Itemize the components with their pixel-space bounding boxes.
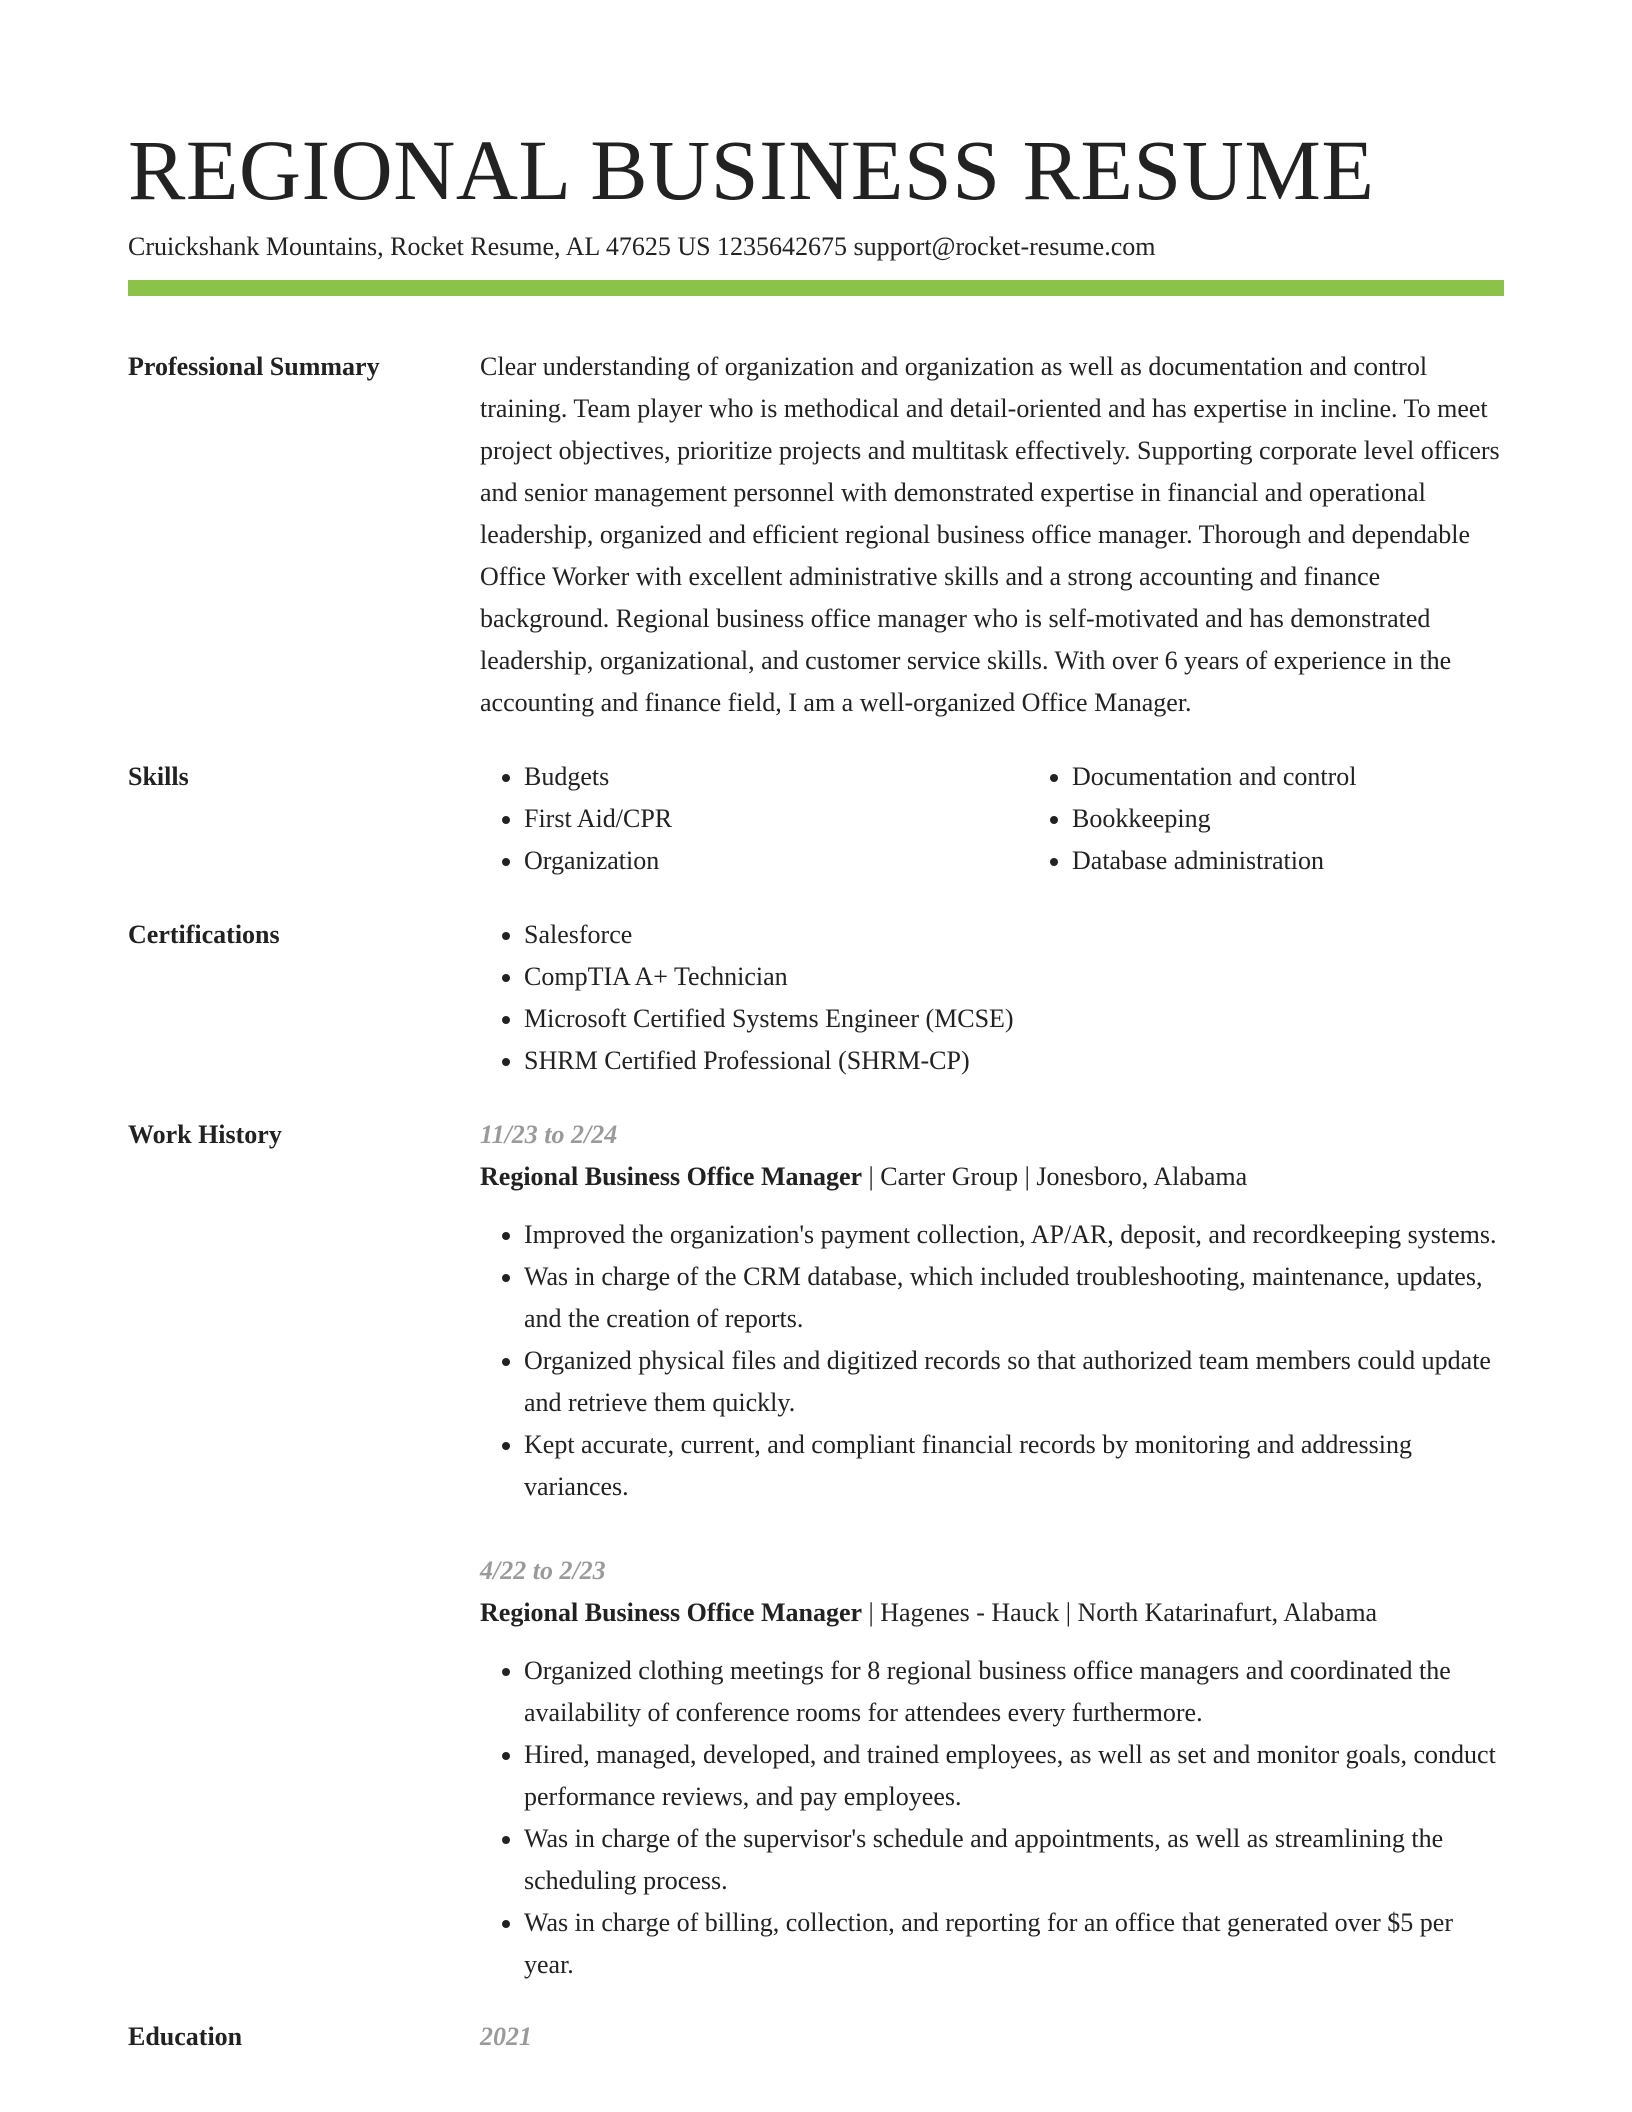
job-bullet: • Organized clothing meetings for 8 regional business office managers and coordinated the availability of conference rooms for attendees every furthermore. [524,1650,1504,1734]
skill-item: • First Aid/CPR [524,798,1028,840]
summary-section [128,346,1504,724]
skill-item: • Organization [524,840,1028,882]
job-entry [480,1550,1504,1986]
job-bullet: • Was in charge of the supervisor's schedule and appointments, as well as streamlining the scheduling process. [524,1818,1504,1902]
summary-text: Clear understanding of organization and organization as well as documentation and control training. Team player who is methodical and detail-oriented and has expertise in incline. To meet project objectives, prioritize projects and multitask effectively. Supporting corporate level officers and senior management personnel with demonstrated expertise in financial and operational leadership, organized and efficient regional business office manager. Thorough and dependable Office Worker with excellent administrative skills and a strong accounting and finance background. Regional business office manager who is self-motivated and has demonstrated leadership, organizational, and customer service skills. With over 6 years of experience in the accounting and finance field, I am a well-organized Office Manager. [480,352,1500,717]
certifications-list [480,914,1504,1082]
certification-item: • SHRM Certified Professional (SHRM-CP) [524,1040,1504,1082]
certifications-label: Certifications [128,920,280,949]
job-title: Regional Business Office Manager [480,1598,863,1627]
skills-column-right [1028,756,1576,882]
certification-item: • Microsoft Certified Systems Engineer (MCSE) [524,998,1504,1040]
job-heading [480,1592,1504,1634]
job-title: Regional Business Office Manager [480,1162,863,1191]
job-bullet: • Kept accurate, current, and compliant financial records by monitoring and addressing variances. [524,1424,1504,1508]
skills-column-left [480,756,1028,882]
job-heading [480,1156,1504,1198]
work-history-label: Work History [128,1120,282,1149]
certifications-section [128,914,1504,1082]
job-employer-location: | Hagenes - Hauck | North Katarinafurt, Alabama [862,1598,1378,1627]
education-section [128,2016,1504,2058]
education-label: Education [128,2022,243,2051]
skill-item: • Documentation and control [1072,756,1576,798]
contact-line: Cruickshank Mountains, Rocket Resume, AL 47625 US 1235642675 support@rocket-resume.com [128,232,1156,261]
certification-item: • CompTIA A+ Technician [524,956,1504,998]
certification-item: • Salesforce [524,914,1504,956]
skills-label: Skills [128,762,189,791]
summary-label: Professional Summary [128,352,380,381]
job-bullet: • Improved the organization's payment collection, AP/AR, deposit, and recordkeeping systems. [524,1214,1504,1256]
resume-title: REGIONAL BUSINESS RESUME [128,122,1375,218]
skills-list [480,756,1504,882]
education-date: 2021 [480,2022,532,2051]
education-list [480,2016,1504,2058]
skills-section [128,756,1504,882]
header-divider [128,280,1504,296]
skill-item: • Budgets [524,756,1028,798]
job-bullet: • Hired, managed, developed, and trained employees, as well as set and monitor goals, conduct performance reviews, and pay employees. [524,1734,1504,1818]
job-bullet: • Was in charge of billing, collection, and reporting for an office that generated over $5 per year. [524,1902,1504,1986]
work-history-list [480,1114,1504,1986]
job-bullets [480,1214,1504,1508]
skill-item: • Database administration [1072,840,1576,882]
job-bullet: • Was in charge of the CRM database, which included troubleshooting, maintenance, updates, and the creation of reports. [524,1256,1504,1340]
job-bullet: • Organized physical files and digitized records so that authorized team members could update and retrieve them quickly. [524,1340,1504,1424]
job-bullets [480,1650,1504,1986]
resume-page [128,0,1504,2058]
job-entry [480,1114,1504,1508]
skill-item: • Bookkeeping [1072,798,1576,840]
job-employer-location: | Carter Group | Jonesboro, Alabama [862,1162,1248,1191]
job-dates: 11/23 to 2/24 [480,1120,618,1149]
job-dates: 4/22 to 2/23 [480,1556,606,1585]
work-history-section [128,1114,1504,1986]
